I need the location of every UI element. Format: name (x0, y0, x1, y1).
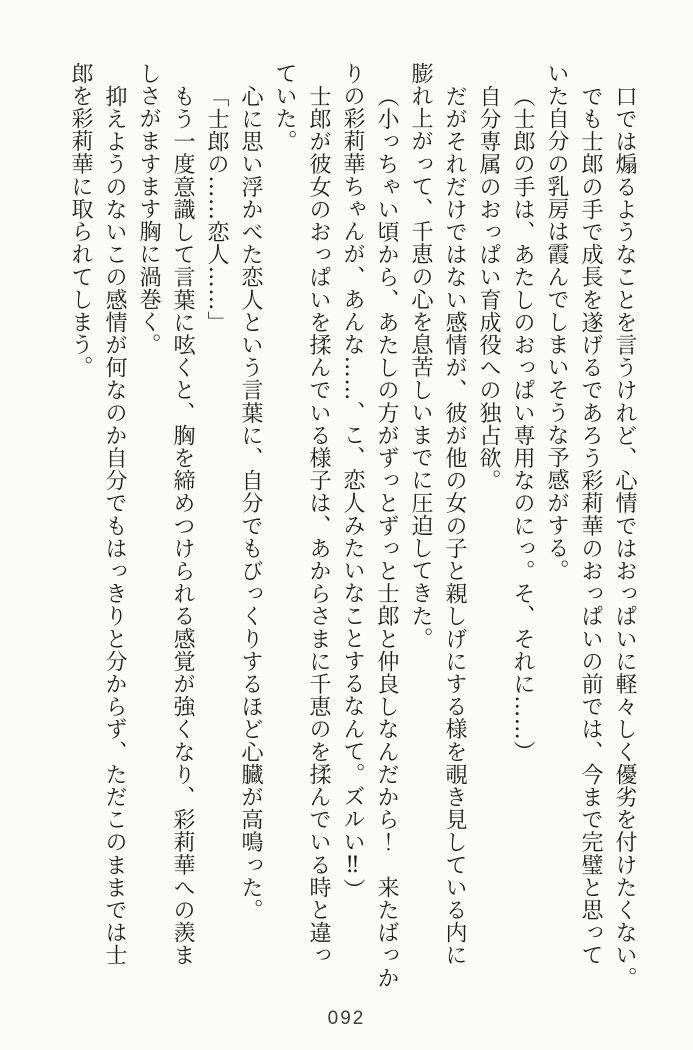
text-column: しさがますます胸に渦巻く。 (136, 62, 161, 356)
text-column: （小っちゃい頃から、あたしの方がずっとずっと士郎と仲良しなんだから！ 来たばっか (374, 84, 399, 989)
text-column: でも士郎の手で成長を遂げるであろう彩莉華のおっぱいの前では、今まで完璧と思って (578, 84, 603, 966)
text-column: 郎を彩莉華に取られてしまう。 (68, 62, 93, 379)
text-column: 膨れ上がって、千恵の心を息苦しいまでに圧迫してきた。 (408, 62, 433, 650)
text-column: もう一度意識して言葉に呟くと、胸を締めつけられる感覚が強くなり、彩莉華への羨ま (170, 84, 195, 966)
text-column: 自分専属のおっぱい育成役への独占欲。 (476, 84, 501, 492)
text-column: いた自分の乳房は霞んでしまいそうな予感がする。 (544, 62, 569, 582)
text-column: ていた。 (272, 62, 297, 153)
text-column: りの彩莉華ちゃんが、あんな……、こ、恋人みたいなことするなんて。ズルい‼） (340, 62, 365, 902)
text-column: 「士郎の……恋人……」 (204, 84, 229, 334)
text-column: 口では煽るようなことを言うけれど、心情ではおっぱいに軽々しく優劣を付けたくない。 (612, 84, 637, 989)
text-column: 心に思い浮かべた恋人という言葉に、自分でもびっくりするほど心臓が高鳴った。 (238, 84, 263, 921)
vertical-text-block (61, 62, 641, 990)
text-column: 抑えようのないこの感情が何なのか自分でもはっきりと分からず、ただこのままでは士 (102, 84, 127, 966)
text-column: 士郎が彼女のおっぱいを揉んでいる様子は、あからさまに千恵のを揉んでいる時と違っ (306, 84, 331, 966)
text-column: （士郎の手は、あたしのおっぱい専用なのにっ。そ、それに……） (510, 84, 535, 763)
text-column: だがそれだけではない感情が、彼が他の女の子と親しげにする様を覗き見している内に (442, 84, 467, 966)
page-number: 092 (327, 1008, 366, 1029)
